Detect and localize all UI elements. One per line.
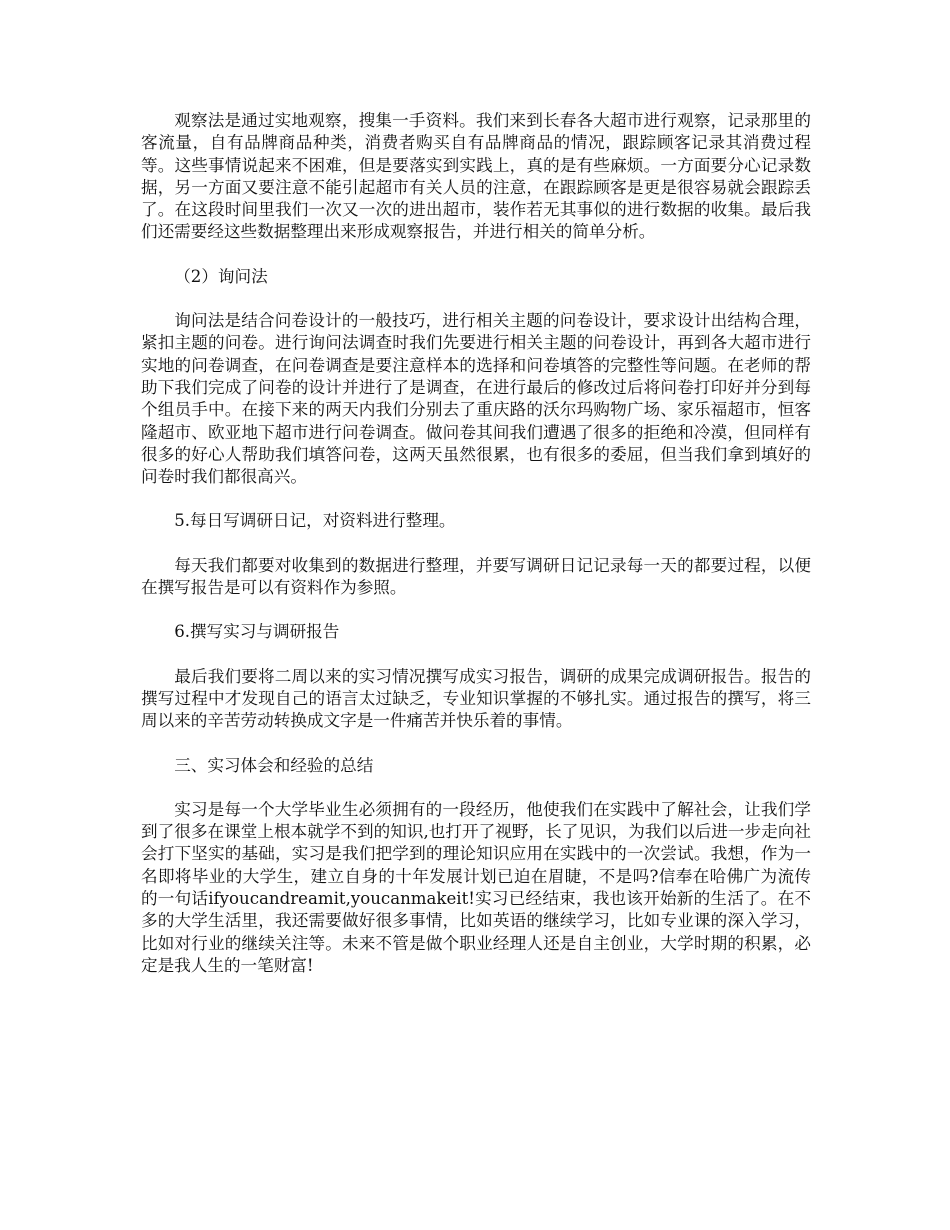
paragraph-spacer (141, 288, 811, 310)
paragraph-spacer (141, 644, 811, 666)
paragraph-spacer (141, 488, 811, 510)
section-heading-inquiry-method: （2）询问法 (174, 266, 268, 286)
section-heading-daily-diary: 5.每日写调研日记，对资料进行整理。 (174, 511, 456, 531)
paragraph-observation-method: 观察法是通过实地观察，搜集一手资料。我们来到长春各大超市进行观察，记录那里的客流量，自有品牌商品种类，消费者购买自有品牌商品的情况，跟踪顾客记录其消费过程等。这些事情说起来不困难，但是要落实到实践上，真的是有些麻烦。一方面要分心记录数据，另一方面又要注意不能引起超市有关人员的注意，在跟踪顾客是更是很容易就会跟踪丢了。在这段时间里我们一次又一次的进出超市，装作若无其事似的进行数据的收集。最后我们还需要经这些数据整理出来形成观察报告，并进行相关的简单分析。 (141, 111, 811, 242)
paragraph-report-writing: 最后我们要将二周以来的实习情况撰写成实习报告，调研的成果完成调研报告。报告的撰写过程中才发现自己的语言太过缺乏，专业知识掌握的不够扎实。通过报告的撰写，将三周以来的辛苦劳动转换成文字是一件痛苦并快乐着的事情。 (141, 666, 811, 731)
paragraph-daily-diary: 每天我们都要对收集到的数据进行整理，并要写调研日记记录每一天的都要过程，以便在撰写报告是可以有资料作为参照。 (141, 555, 811, 598)
section-heading-summary: 三、实习体会和经验的总结 (174, 755, 374, 775)
paragraph-inquiry-method: 询问法是结合问卷设计的一般技巧，进行相关主题的问卷设计，要求设计出结构合理，紧扣主题的问卷。进行询问法调查时我们先要进行相关主题的问卷设计，再到各大超市进行实地的问卷调查，在问卷调查是要注意样本的选择和问卷填答的完整性等问题。在老师的帮助下我们完成了问卷的设计并进行了是调查，在进行最后的修改过后将问卷打印好并分到每个组员手中。在接下来的两天内我们分别去了重庆路的沃尔玛购物广场、家乐福超市，恒客隆超市、欧亚地下超市进行问卷调查。做问卷其间我们遭遇了很多的拒绝和冷漠，但同样有很多的好心人帮助我们填答问卷，这两天虽然很累，也有很多的委屈，但当我们拿到填好的问卷时我们都很高兴。 (141, 311, 811, 487)
paragraph-spacer (141, 533, 811, 555)
paragraph-spacer (141, 244, 811, 266)
paragraph-spacer (141, 777, 811, 799)
paragraph-summary: 实习是每一个大学毕业生必须拥有的一段经历，他使我们在实践中了解社会，让我们学到了很多在课堂上根本就学不到的知识,也打开了视野，长了见识，为我们以后进一步走向社会打下坚实的基础，实习是我们把学到的理论知识应用在实践中的一次尝试。我想，作为一名即将毕业的大学生，建立自身的十年发展计划已迫在眉睫，不是吗?信奉在哈佛广为流传的一句话ifyoucandreamit,youcanmakeit!实习已经结束，我也该开始新的生活了。在不多的大学生活里，我还需要做好很多事情，比如英语的继续学习，比如专业课的深入学习，比如对行业的继续关注等。未来不管是做个职业经理人还是自主创业，大学时期的积累，必定是我人生的一笔财富! (141, 799, 811, 975)
document-body (141, 110, 811, 977)
paragraph-spacer (141, 733, 811, 755)
paragraph-spacer (141, 599, 811, 621)
section-heading-report-writing: 6.撰写实习与调研报告 (174, 622, 340, 642)
